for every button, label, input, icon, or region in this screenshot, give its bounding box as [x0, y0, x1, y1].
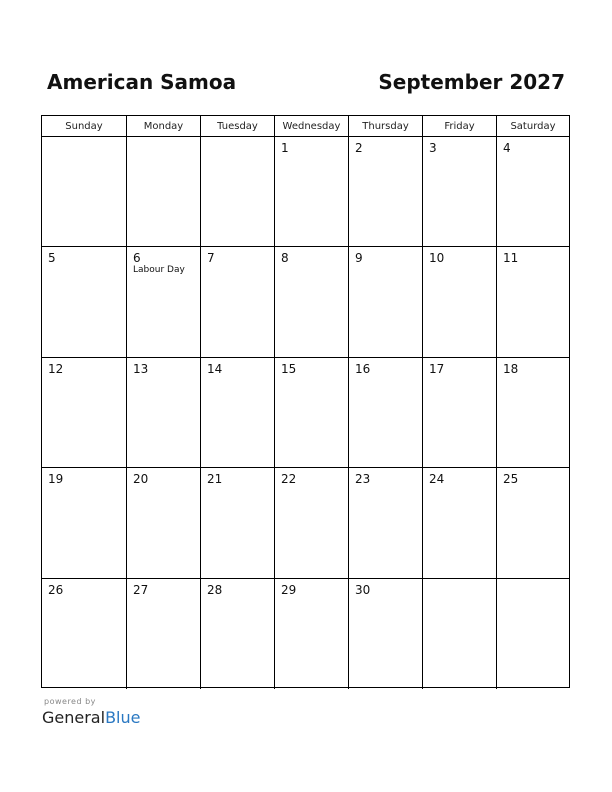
- day-cell: [497, 137, 569, 246]
- weekday-sunday: Sunday: [42, 116, 127, 136]
- day-number: 2: [355, 141, 363, 155]
- weekday-header-row: [42, 116, 569, 137]
- day-cell: [423, 358, 497, 467]
- day-cell: [349, 579, 423, 689]
- day-number: 7: [207, 251, 215, 266]
- day-number: 27: [133, 582, 149, 597]
- day-number: 11: [503, 251, 519, 266]
- weekday-tuesday: Tuesday: [201, 116, 275, 136]
- calendar-month-title: September 2027: [378, 70, 565, 94]
- week-row: [42, 579, 569, 689]
- weeks-container: [42, 137, 569, 689]
- day-number: 17: [429, 361, 445, 376]
- day-number: 15: [281, 361, 297, 376]
- day-cell: [127, 579, 201, 689]
- day-number: 10: [429, 251, 445, 266]
- day-cell: [423, 579, 497, 689]
- day-cell: [201, 579, 275, 689]
- day-cell: [42, 358, 127, 467]
- day-cell: [201, 247, 275, 356]
- weekday-thursday: Thursday: [349, 116, 423, 136]
- day-cell: [127, 247, 201, 356]
- day-number: 28: [207, 582, 223, 597]
- day-cell: [497, 247, 569, 356]
- brand-blue-text: Blue: [105, 708, 141, 727]
- holiday-label: Labour Day: [133, 265, 185, 276]
- generalblue-logo: [42, 708, 140, 727]
- day-cell: [201, 137, 275, 246]
- weekday-monday: Monday: [127, 116, 201, 136]
- day-cell: [42, 247, 127, 356]
- brand-general-text: General: [42, 708, 106, 727]
- powered-by-text: powered by: [44, 697, 96, 706]
- day-number: 3: [429, 141, 437, 155]
- day-number: 21: [207, 472, 223, 487]
- calendar-grid: [41, 115, 570, 688]
- day-cell: [127, 468, 201, 577]
- day-cell: [127, 137, 201, 246]
- calendar-location-title: American Samoa: [47, 70, 237, 94]
- weekday-saturday: Saturday: [510, 120, 556, 132]
- day-cell: [275, 358, 349, 467]
- day-number: 12: [48, 361, 64, 376]
- day-cell: [349, 137, 423, 246]
- day-cell: [275, 579, 349, 689]
- week-row: [42, 247, 569, 357]
- week-row: [42, 137, 569, 247]
- day-number: 23: [355, 472, 371, 487]
- day-number: 9: [355, 251, 363, 266]
- day-number: 26: [48, 582, 64, 597]
- day-cell: [349, 358, 423, 467]
- day-number: 4: [503, 141, 511, 155]
- day-number: 20: [133, 472, 149, 487]
- day-number: 5: [48, 251, 56, 266]
- day-cell: [423, 247, 497, 356]
- day-number: 6: [133, 251, 141, 266]
- day-cell: [275, 468, 349, 577]
- day-cell: [201, 468, 275, 577]
- day-cell: [275, 137, 349, 246]
- day-cell: [127, 358, 201, 467]
- day-number: 22: [281, 472, 297, 487]
- day-cell: [42, 468, 127, 577]
- day-cell: [423, 137, 497, 246]
- weekday-wednesday: Wednesday: [275, 116, 349, 136]
- week-row: [42, 468, 569, 578]
- day-cell: [349, 468, 423, 577]
- day-cell: [201, 358, 275, 467]
- day-number: 29: [281, 582, 297, 597]
- day-number: 13: [133, 361, 149, 376]
- day-cell: [497, 358, 569, 467]
- day-number: 25: [503, 472, 519, 487]
- day-cell: [275, 247, 349, 356]
- day-cell: [423, 468, 497, 577]
- day-cell: [497, 468, 569, 577]
- weekday-friday: Friday: [423, 116, 497, 136]
- day-number: 18: [503, 361, 519, 376]
- day-cell: [42, 579, 127, 689]
- day-cell: [349, 247, 423, 356]
- day-number: 8: [281, 251, 289, 266]
- day-number: 19: [48, 472, 64, 487]
- day-number: 24: [429, 472, 445, 487]
- day-number: 1: [281, 141, 289, 155]
- day-cell: [42, 137, 127, 246]
- day-number: 16: [355, 361, 371, 376]
- week-row: [42, 358, 569, 468]
- day-number: 30: [355, 582, 371, 597]
- day-cell: [497, 579, 569, 689]
- day-number: 14: [207, 361, 223, 376]
